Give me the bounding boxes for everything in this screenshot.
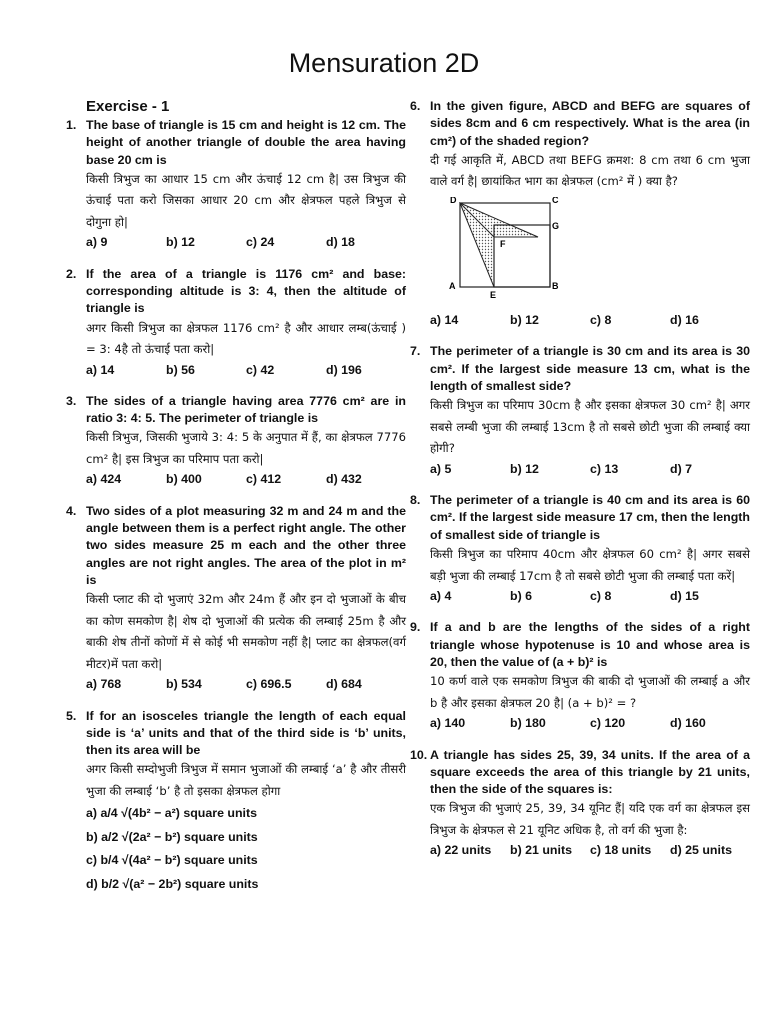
- question-text-en: Two sides of a plot measuring 32 m and 24 m and the angle between them is a perfect right angle. The other two sides measure 25 m each and the other three angles are not right angles. The area of the plot in m² is: [86, 503, 406, 587]
- options: [430, 312, 750, 329]
- option-d: d) 684: [326, 677, 362, 692]
- option-a: a) 768: [86, 677, 122, 692]
- option-d: d) 160: [670, 716, 706, 731]
- question-4: [66, 503, 406, 694]
- question-text-en: If the area of a triangle is 1176 cm² and base: corresponding altitude is 3: 4, then the altitude of triangle is: [86, 266, 406, 316]
- question-2: [66, 266, 406, 379]
- option-d: d) 15: [670, 589, 699, 604]
- question-text-en: If a and b are the lengths of the sides of a right triangle whose hypotenuse is 10 and whose area is 20, then the value of (a + b)² is: [430, 620, 750, 669]
- question-number: 6.: [410, 99, 421, 113]
- option-b: b) 12: [510, 313, 539, 328]
- question-number: 10.: [410, 747, 428, 762]
- options: [86, 234, 406, 251]
- question-text-en: A triangle has sides 25, 39, 34 units. If the area of a square exceeds the area of this triangle by 21 units, then the side of the squares is:: [430, 747, 750, 797]
- option-c: c) 120: [590, 716, 626, 731]
- option-b: b) 56: [166, 362, 195, 377]
- option-c: c) 696.5: [246, 677, 292, 692]
- exercise-heading: Exercise - 1: [86, 98, 170, 115]
- label-f: F: [500, 238, 506, 249]
- question-text-hi: किसी त्रिभुज, जिसकी भुजाये 3: 4: 5 के अनुपात में हैं, का क्षेत्रफल 7776 cm² है| इस त्रिभुज का परिमाप पता करो|: [86, 430, 406, 466]
- question-9: [410, 619, 750, 732]
- option-a: a) 14: [86, 362, 115, 377]
- options: [430, 461, 750, 478]
- question-text-hi: किसी त्रिभुज का परिमाप 30cm है और इसका क्षेत्रफल 30 cm² है| अगर सबसे लम्बी भुजा की लम्बाई 13cm है तो सबसे छोटी भुजा की लम्बाई क्या होगी?: [430, 398, 750, 456]
- options: [430, 715, 750, 732]
- question-text-hi: एक त्रिभुज की भुजाएं 25, 39, 34 यूनिट हैं| यदि एक वर्ग का क्षेत्रफल इस त्रिभुज के क्षेत्रफल से 21 यूनिट अधिक है, तो वर्ग की भुजा है:: [430, 801, 750, 837]
- option-d: d) b/2 √(a² − 2b²) square units: [86, 876, 259, 891]
- question-text-hi: किसी त्रिभुज का परिमाप 40cm और क्षेत्रफल 60 cm² है| अगर सबसे बड़ी भुजा की लम्बाई 17cm है तो सबसे छोटी भुजा की लम्बाई पता करें|: [430, 547, 750, 583]
- option-c: c) 13: [590, 461, 619, 476]
- option-c: c) 42: [246, 362, 275, 377]
- option-d: d) 18: [326, 235, 355, 250]
- option-b: b) 12: [510, 461, 539, 476]
- question-text-en: The perimeter of a triangle is 40 cm and its area is 60 cm². If the largest side measure 17 cm, then the length of smallest side of triangle is: [430, 493, 750, 542]
- question-text-hi: 10 कर्ण वाले एक समकोण त्रिभुज की बाकी दो भुजाओं की लम्बाई a और b है और इसका क्षेत्रफल 20 है| (a + b)² = ?: [430, 674, 750, 710]
- shaded-region: [460, 203, 538, 287]
- option-c: c) 8: [590, 589, 612, 604]
- question-number: 5.: [66, 708, 77, 723]
- option-d: d) 7: [670, 461, 693, 476]
- option-b: b) 12: [166, 235, 195, 250]
- label-a: A: [449, 280, 456, 291]
- question-text-hi: दी गई आकृति में, ABCD तथा BEFG क्रमश: 8 cm तथा 6 cm भुजा वाले वर्ग है| छायांकित भाग का क्षेत्रफल (cm² में ) क्या है?: [430, 152, 750, 189]
- label-b: B: [552, 280, 559, 291]
- option-c: c) 24: [246, 235, 275, 250]
- page-title: Mensuration 2D: [288, 48, 480, 78]
- question-text-en: The base of triangle is 15 cm and height is 12 cm. The height of another triangle of double the area having base 20 cm is: [86, 118, 406, 167]
- question-3: [66, 393, 406, 489]
- option-a: a) 140: [430, 716, 466, 731]
- option-b: b) 180: [510, 716, 546, 731]
- question-number: 7.: [410, 344, 421, 359]
- option-a: a) 14: [430, 313, 459, 328]
- option-a: a) a/4 √(4b² − a²) square units: [86, 806, 258, 821]
- question-text-en: The sides of a triangle having area 7776 cm² are in ratio 3: 4: 5. The perimeter of triangle is: [86, 393, 406, 426]
- label-e: E: [490, 289, 497, 300]
- option-c: c) 18 units: [590, 843, 652, 858]
- question-text-hi: किसी प्लाट की दो भुजाएं 32m और 24m हैं और इन दो भुजाओं के बीच का कोण समकोण है| शेष दो भुजाओं की प्रत्येक की लम्बाई 25m है और बाकी शेष तीनों कोणों में से कोई भी समकोण नहीं है| प्लाट का क्षेत्रफल(वर्ग मीटर)में पता करो|: [86, 592, 406, 671]
- question-7: [410, 343, 750, 478]
- option-b: b) 6: [510, 589, 533, 604]
- label-d: D: [450, 196, 457, 205]
- question-text-hi: अगर किसी त्रिभुज का क्षेत्रफल 1176 cm² है और आधार लम्ब(ऊंचाई ) = 3: 4है तो ऊंचाई पता करो|: [86, 320, 406, 357]
- question-number: 1.: [66, 118, 77, 132]
- option-a: a) 424: [86, 472, 122, 487]
- label-g: G: [552, 220, 560, 231]
- right-column: [410, 98, 750, 874]
- question-text-en: If for an isosceles triangle the length of each equal side is ‘a’ units and that of the third side is ‘b’ units, then its area will be: [86, 708, 406, 758]
- question-8: [410, 492, 750, 605]
- squares-diagram: [448, 197, 568, 301]
- options: [86, 362, 406, 379]
- question-number: 9.: [410, 620, 421, 635]
- option-a: a) 4: [430, 589, 452, 604]
- option-b: b) 534: [166, 677, 202, 692]
- option-d: d) 196: [326, 362, 362, 377]
- option-b: b) a/2 √(2a² − b²) square units: [86, 829, 258, 844]
- option-a: a) 5: [430, 461, 452, 476]
- question-10: [410, 747, 750, 860]
- option-a: a) 9: [86, 235, 108, 250]
- option-b: b) 400: [166, 472, 202, 487]
- question-text-hi: किसी त्रिभुज का आधार 15 cm और ऊंचाई 12 cm है| उस त्रिभुज की ऊंचाई पता करो जिसका आधार 20 cm और क्षेत्रफल पहले त्रिभुज से दोगुना हो|: [86, 171, 406, 229]
- question-text-en: The perimeter of a triangle is 30 cm and its area is 30 cm². If the largest side measure 13 cm, what is the length of smallest side?: [430, 344, 750, 394]
- left-column: [66, 98, 406, 910]
- question-number: 2.: [66, 266, 77, 281]
- option-d: d) 432: [326, 472, 362, 487]
- squares-figure: [448, 197, 750, 306]
- option-c: c) 8: [590, 313, 612, 328]
- option-d: d) 25 units: [670, 843, 732, 858]
- options: [430, 588, 750, 605]
- options: [86, 802, 406, 896]
- option-c: c) b/4 √(4a² − b²) square units: [86, 853, 258, 868]
- question-1: [66, 117, 406, 252]
- options: [86, 676, 406, 693]
- question-number: 4.: [66, 503, 77, 518]
- question-number: 3.: [66, 393, 77, 408]
- options: [430, 842, 750, 859]
- question-text-en: In the given figure, ABCD and BEFG are squares of sides 8cm and 6 cm respectively. What is the area (in cm²) of the shaded region?: [430, 99, 750, 148]
- option-d: d) 16: [670, 313, 699, 328]
- option-a: a) 22 units: [430, 843, 492, 858]
- question-5: [66, 708, 406, 897]
- label-c: C: [552, 196, 559, 205]
- question-number: 8.: [410, 493, 421, 508]
- option-b: b) 21 units: [510, 843, 572, 858]
- options: [86, 471, 406, 488]
- option-c: c) 412: [246, 472, 282, 487]
- question-text-hi: अगर किसी सम्दोभुजी त्रिभुज में समान भुजाओं की लम्बाई ‘a’ है और तीसरी भुजा की लम्बाई ‘b’ है तो इसका क्षेत्रफल होगा: [86, 762, 406, 798]
- question-6: [410, 98, 750, 329]
